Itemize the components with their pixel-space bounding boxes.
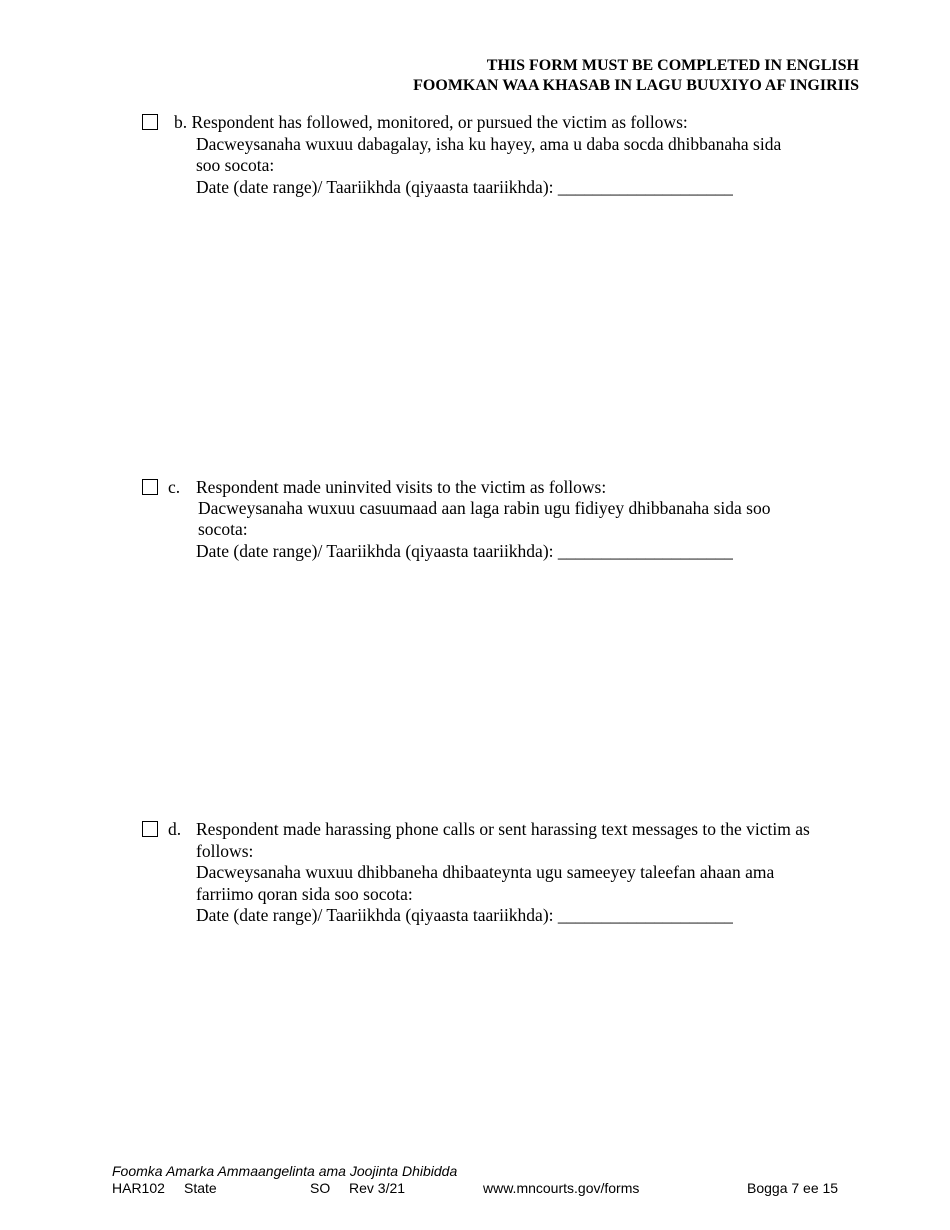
footer-page-number: Bogga 7 ee 15: [747, 1180, 839, 1196]
footer-form-code: HAR102: [112, 1180, 165, 1196]
item-b-somali-line1: Dacweysanaha wuxuu dabagalay, isha ku hayey, ama u daba socda dhibbanaha sida: [196, 134, 782, 154]
item-d-english-line2: follows:: [196, 841, 254, 861]
footer-language: SO: [310, 1180, 331, 1196]
item-c-somali-line1: Dacweysanaha wuxuu casuumaad aan laga rabin ugu fidiyey dhibbanaha sida soo: [198, 498, 771, 518]
item-b-english: Respondent has followed, monitored, or pursued the victim as follows:: [191, 112, 688, 132]
footer-jurisdiction: State: [184, 1180, 217, 1196]
header-english-notice: THIS FORM MUST BE COMPLETED IN ENGLISH: [486, 57, 859, 74]
checkbox-item-c[interactable]: [142, 479, 158, 495]
item-d-somali-line2: farriimo qoran sida soo socota:: [196, 884, 413, 904]
item-b-somali-line2: soo socota:: [196, 155, 275, 175]
item-b-letter: b.: [174, 112, 188, 132]
footer-revision: Rev 3/21: [349, 1180, 406, 1196]
checkbox-item-b[interactable]: [142, 114, 158, 130]
header-somali-notice: FOOMKAN WAA KHASAB IN LAGU BUUXIYO AF INGIRIIS: [413, 77, 859, 94]
item-d-somali-line1: Dacweysanaha wuxuu dhibbaneha dhibaateynta ugu sameeyey taleefan ahaan ama: [196, 862, 775, 882]
checkbox-item-d[interactable]: [142, 821, 158, 837]
item-c-english: Respondent made uninvited visits to the victim as follows:: [196, 477, 607, 497]
footer-url[interactable]: www.mncourts.gov/forms: [483, 1180, 640, 1196]
item-b-date-field[interactable]: Date (date range)/ Taariikhda (qiyaasta taariikhda): ____________________: [196, 177, 733, 197]
item-d-letter: d.: [168, 819, 182, 839]
item-c-date-field[interactable]: Date (date range)/ Taariikhda (qiyaasta taariikhda): ____________________: [196, 541, 733, 561]
item-b-heading: [174, 112, 688, 133]
item-d-date-field[interactable]: Date (date range)/ Taariikhda (qiyaasta taariikhda): ____________________: [196, 905, 733, 925]
footer-form-title: Foomka Amarka Ammaangelinta ama Joojinta Dhibidda: [112, 1163, 458, 1179]
item-c-letter: c.: [168, 477, 181, 497]
item-d-english-line1: Respondent made harassing phone calls or sent harassing text messages to the victim as: [196, 819, 810, 839]
item-c-somali-line2: socota:: [198, 519, 248, 539]
